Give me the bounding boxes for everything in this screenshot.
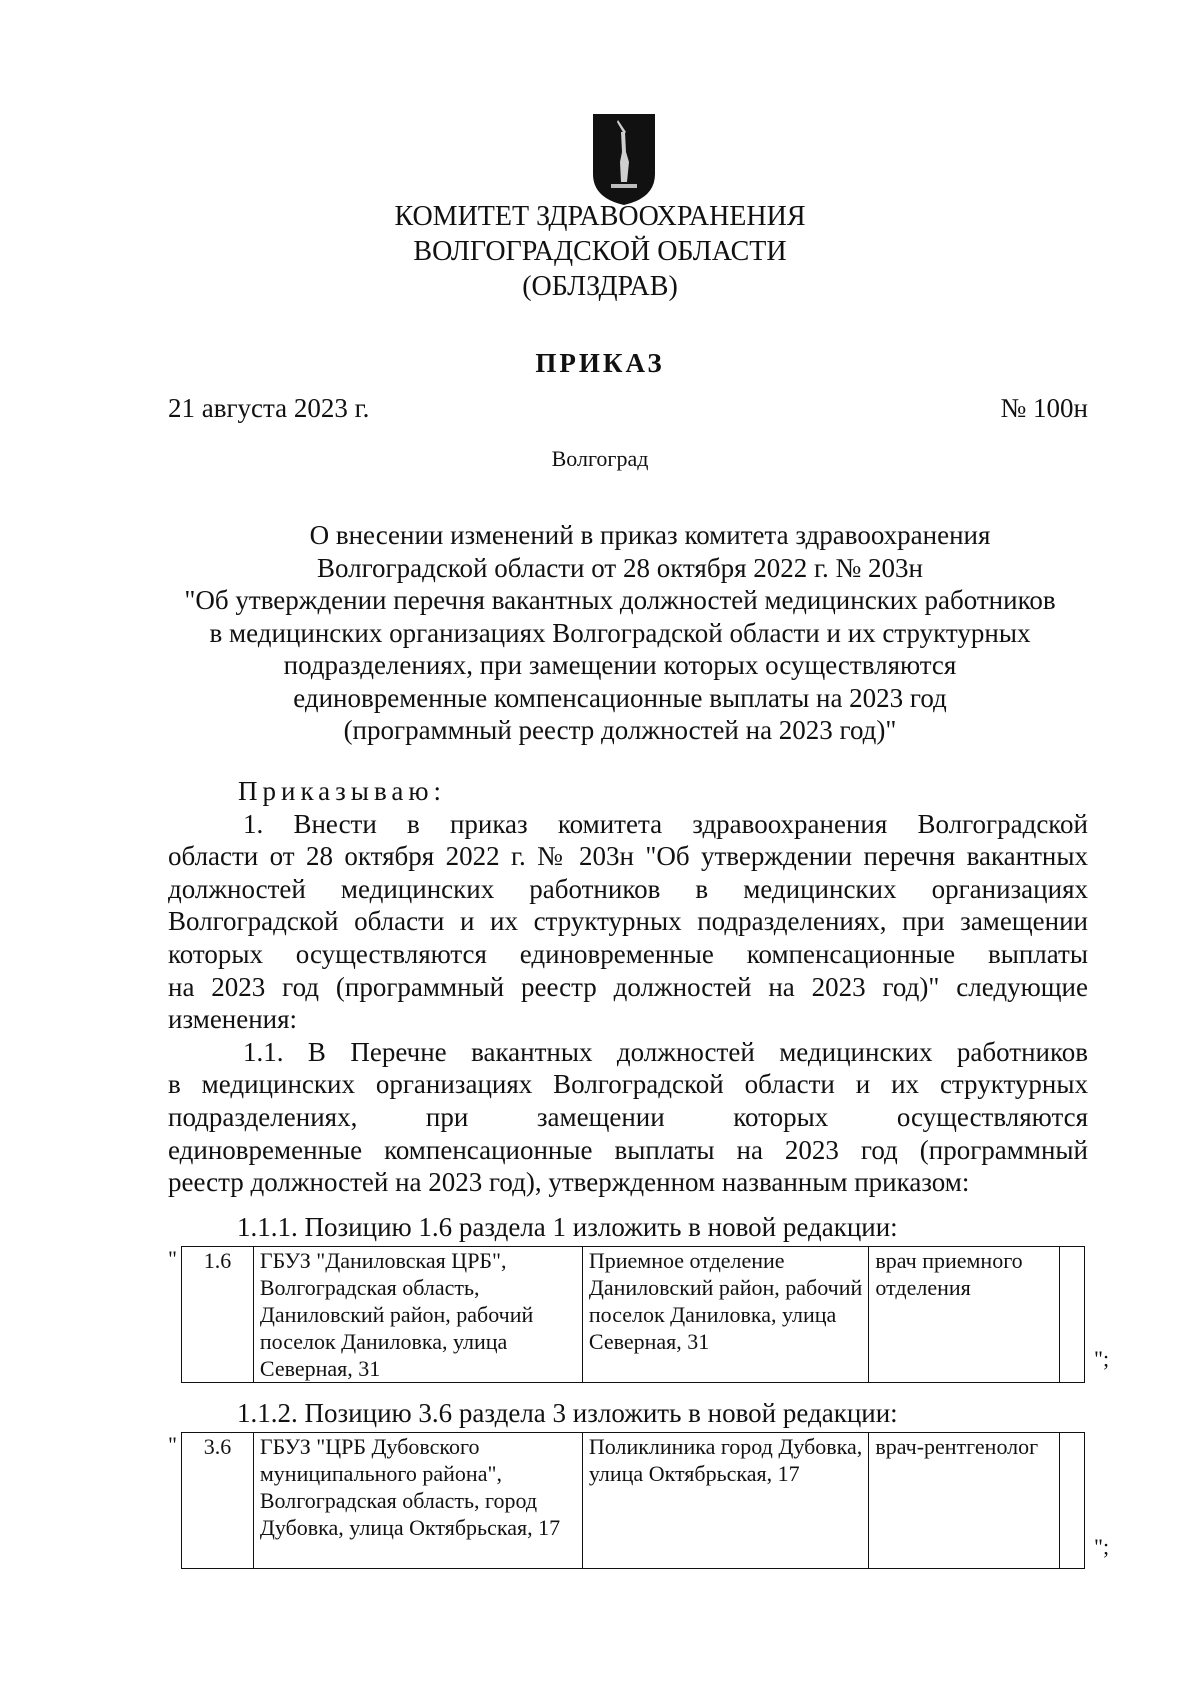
subject-line: в медицинских организациях Волгоградской области и их структурных [209, 617, 1031, 648]
quote-open: " [168, 1432, 177, 1457]
paragraph-line: Волгоградской области и их структурных подразделениях, при замещении [168, 906, 1088, 937]
org-name-line: КОМИТЕТ ЗДРАВООХРАНЕНИЯ [394, 201, 806, 232]
quote-close: "; [1094, 1346, 1110, 1371]
paragraph-line: 1.1. В Перечне вакантных должностей медицинских работников [243, 1036, 1088, 1067]
order-body [168, 775, 1088, 1199]
org-short-name: (ОБЛЗДРАВ) [522, 271, 678, 302]
empty-cell [1059, 1433, 1084, 1569]
paragraph-line: подразделениях, при замещении которых осуществляются [168, 1101, 1088, 1132]
position-table [181, 1246, 1085, 1383]
subject-line: О внесении изменений в приказ комитета здравоохранения [309, 520, 991, 550]
job-title-cell: врач-рентгенолог [869, 1433, 1059, 1569]
position-number: 1.6 [182, 1247, 254, 1383]
order-number: № 100н [1000, 393, 1088, 423]
order-subject [160, 519, 1080, 747]
paragraph-line: 1. Внести в приказ комитета здравоохранения Волгоградской [243, 808, 1088, 839]
paragraph-line: изменения: [168, 1004, 298, 1035]
table-row [182, 1247, 1085, 1383]
paragraph-line: которых осуществляются единовременные компенсационные выплаты [168, 938, 1088, 969]
position-table [181, 1432, 1085, 1569]
paragraph-line: в медицинских организациях Волгоградской области и их структурных [168, 1069, 1088, 1100]
job-title-cell: врач приемного отделения [869, 1247, 1059, 1383]
position-number: 3.6 [182, 1433, 254, 1569]
quote-open: " [168, 1246, 177, 1271]
org-name-line: ВОЛГОГРАДСКОЙ ОБЛАСТИ [413, 236, 787, 267]
subject-line: (программный реестр должностей на 2023 год)" [343, 715, 897, 745]
paragraph-line: единовременные компенсационные выплаты на 2023 год (программный [168, 1134, 1088, 1165]
subject-line: единовременные компенсационные выплаты на 2023 год [293, 682, 947, 713]
quote-close: "; [1094, 1534, 1110, 1559]
department-cell: Приемное отделение Даниловский район, рабочий поселок Даниловка, улица Северная, 31 [582, 1247, 868, 1383]
subject-line: Волгоградской области от 28 октября 2022 г. № 203н [317, 552, 923, 583]
position-heading: 1.1.1. Позицию 1.6 раздела 1 изложить в новой редакции: [237, 1212, 898, 1242]
organization-cell: ГБУЗ "ЦРБ Дубовского муниципального района", Волгоградская область, город Дубовка, улица Октябрьская, 17 [253, 1433, 582, 1569]
table-row [182, 1433, 1085, 1569]
position-heading: 1.1.2. Позицию 3.6 раздела 3 изложить в новой редакции: [237, 1398, 898, 1428]
department-cell: Поликлиника город Дубовка, улица Октябрьская, 17 [582, 1433, 868, 1569]
coat-of-arms-emblem [591, 112, 657, 207]
organization-cell: ГБУЗ "Даниловская ЦРБ", Волгоградская область, Даниловский район, рабочий поселок Даниловка, улица Северная, 31 [253, 1247, 582, 1383]
order-date: 21 августа 2023 г. [168, 393, 370, 423]
order-city: Волгоград [551, 446, 649, 471]
subject-line: подразделениях, при замещении которых осуществляются [283, 650, 957, 680]
order-directive: Приказываю: [238, 776, 446, 806]
paragraph-line: реестр должностей на 2023 год), утвержденном названным приказом: [168, 1167, 970, 1198]
paragraph-line: должностей медицинских работников в медицинских организациях [168, 873, 1088, 904]
document-type-title: ПРИКАЗ [535, 348, 665, 378]
paragraph-line: области от 28 октября 2022 г. № 203н "Об утверждении перечня вакантных [168, 841, 1088, 872]
paragraph-line: на 2023 год (программный реестр должностей на 2023 год)" следующие [168, 971, 1088, 1002]
empty-cell [1059, 1247, 1084, 1383]
subject-line: "Об утверждении перечня вакантных должностей медицинских работников [184, 585, 1056, 615]
